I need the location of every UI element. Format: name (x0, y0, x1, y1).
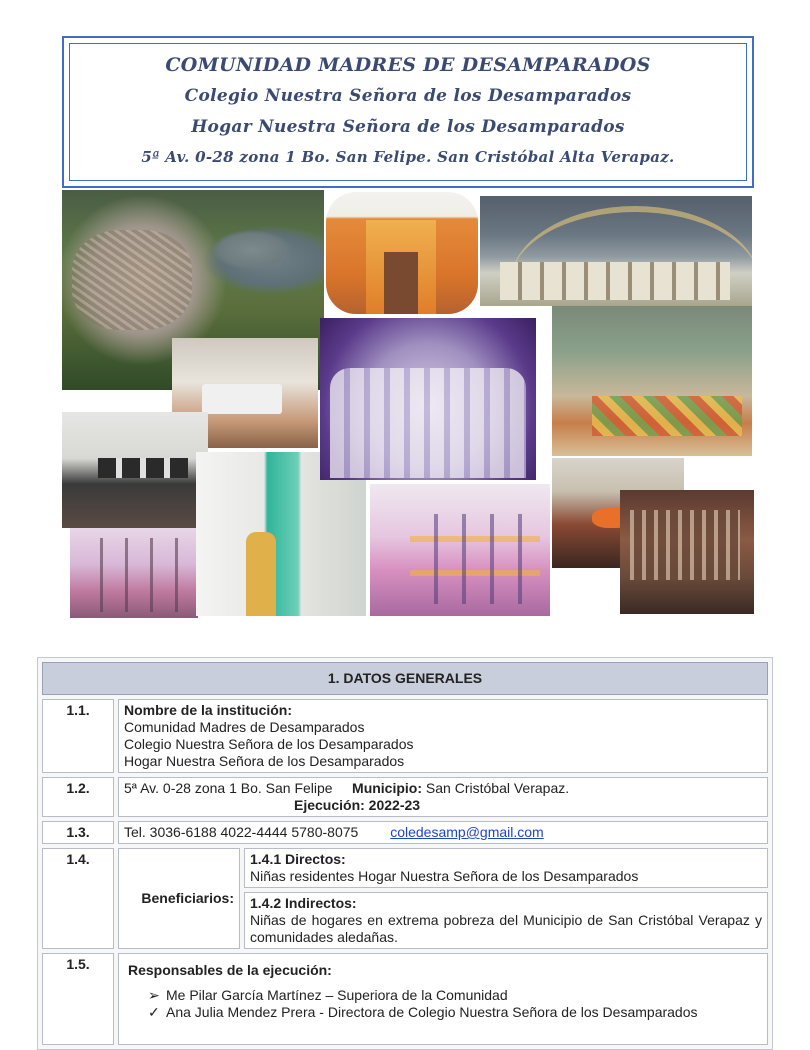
responsable-text: Ana Julia Mendez Prera - Directora de Colegio Nuestra Señora de los Desamparados (166, 1004, 698, 1020)
institution-line: Hogar Nuestra Señora de los Desamparados (124, 753, 405, 769)
beneficiarios-subtable (244, 844, 768, 953)
institution-line: Colegio Nuestra Señora de los Desamparados (124, 736, 414, 752)
institution-name-cell (118, 699, 768, 773)
phone-numbers: Tel. 3036-6188 4022-4444 5780-8075 (124, 824, 359, 840)
ejecucion-text: Ejecución: 2022-23 (294, 797, 421, 813)
indirectos-text: Niñas de hogares en extrema pobreza del Municipio de San Cristóbal Verapaz y comunidades aledañas. (250, 912, 762, 945)
row-number: 1.1. (42, 699, 114, 773)
photo-candle-ceremony (320, 318, 536, 480)
header-inner-border (69, 43, 747, 181)
photo-computer-lab (62, 412, 208, 528)
header-address: 5ª Av. 0-28 zona 1 Bo. San Felipe. San Cristóbal Alta Verapaz. (141, 148, 675, 166)
directos-title: 1.4.1 Directos: (250, 851, 346, 867)
header-college-name: Colegio Nuestra Señora de los Desamparados (184, 86, 632, 106)
header-home-name: Hogar Nuestra Señora de los Desamparados (191, 117, 625, 137)
table-row (42, 848, 768, 949)
responsables-label: Responsables de la ejecución: (128, 962, 332, 978)
photo-church-facade (326, 192, 478, 314)
photo-grill (620, 490, 754, 614)
table-row (42, 777, 768, 817)
row-number: 1.5. (42, 953, 114, 1045)
address-text: 5ª Av. 0-28 zona 1 Bo. San Felipe (124, 780, 333, 796)
contact-cell (118, 821, 768, 844)
table-row (42, 699, 768, 773)
email-link[interactable]: coledesamp@gmail.com (390, 824, 544, 840)
photo-dormitory-1 (70, 528, 198, 618)
directos-cell (244, 848, 768, 888)
beneficiarios-label: Beneficiarios: (118, 848, 240, 949)
photo-procession (552, 306, 752, 456)
beneficiarios-detail (244, 848, 768, 949)
header-box (62, 36, 754, 188)
row-number: 1.2. (42, 777, 114, 817)
responsable-text: Me Pilar García Martínez – Superiora de la Comunidad (166, 987, 508, 1003)
check-bullet-icon: ✓ (148, 1004, 160, 1020)
datos-generales-table (37, 657, 773, 1050)
municipio-value: San Cristóbal Verapaz. (425, 780, 570, 796)
indirectos-title: 1.4.2 Indirectos: (250, 895, 357, 911)
responsables-cell (118, 953, 768, 1045)
section-title: 1. DATOS GENERALES (42, 662, 768, 695)
list-item (148, 1004, 762, 1021)
row-number: 1.3. (42, 821, 114, 844)
address-cell (118, 777, 768, 817)
indirectos-cell (244, 892, 768, 949)
list-item (148, 987, 762, 1004)
header-community-name: COMUNIDAD MADRES DE DESAMPARADOS (165, 54, 651, 76)
institution-line: Comunidad Madres de Desamparados (124, 719, 365, 735)
photo-dormitory-2 (370, 484, 550, 616)
table-row (42, 821, 768, 844)
photo-school-rainbow (480, 196, 752, 306)
row-number: 1.4. (42, 848, 114, 949)
municipio-label: Municipio: (352, 780, 423, 796)
directos-text: Niñas residentes Hogar Nuestra Señora de los Desamparados (250, 868, 639, 884)
arrow-bullet-icon: ➢ (148, 987, 160, 1003)
institution-label: Nombre de la institución: (124, 702, 293, 718)
table-row (42, 953, 768, 1045)
